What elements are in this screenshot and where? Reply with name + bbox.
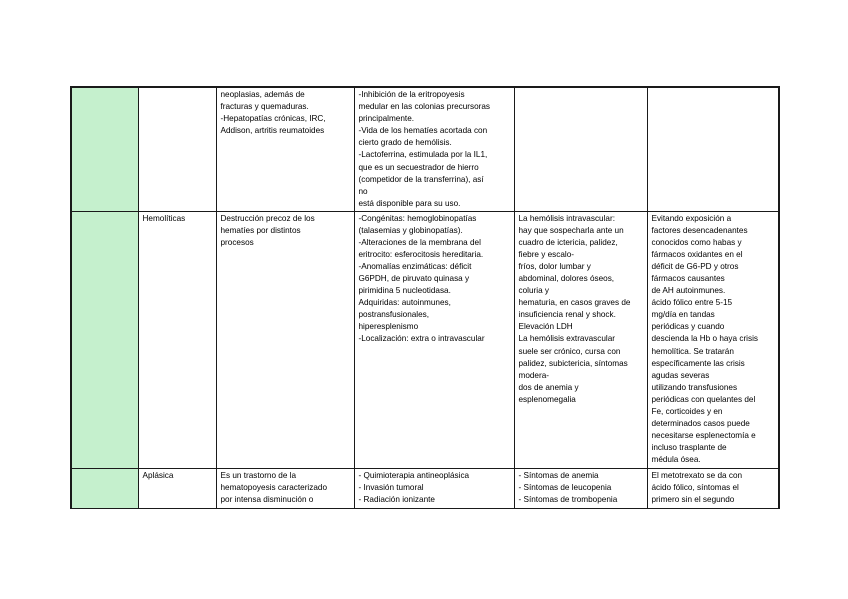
treatment-text-line: necesitarse esplenectomía e xyxy=(651,431,756,441)
treatment-text-line: descienda la Hb o haya crisis xyxy=(651,334,758,344)
causes-text-line: cierto grado de hemólisis. xyxy=(358,138,452,148)
causes-text-line: -Inhibición de la eritropoyesis xyxy=(358,90,465,99)
symptoms-text-line: fiebre y escalo- xyxy=(518,249,575,259)
treatment-text-line: de AH autoinmunes. xyxy=(651,286,726,296)
treatment-text-line: específicamente las crisis xyxy=(651,358,745,368)
causes-text-line: G6PDH, de piruvato quinasa y xyxy=(358,273,470,283)
treatment-text-line: médula ósea. xyxy=(651,455,701,465)
treatment-text-line: Evitando exposición a xyxy=(651,213,732,223)
causes-text-line: está disponible para su uso. xyxy=(358,198,461,208)
symptoms-text-line: hematuria, en casos graves de xyxy=(518,298,631,308)
symptoms-text-line: palidez, subictericia, síntomas xyxy=(518,358,628,368)
causes-text-line: principalmente. xyxy=(358,114,415,124)
causes-text-line: -Vida de los hematíes acortada con xyxy=(358,126,488,136)
symptoms-text-line: La hemólisis extravascular xyxy=(518,334,615,344)
definition-text-line: por intensa disminución o xyxy=(220,494,314,504)
symptoms-text-line: insuficiencia renal y shock. xyxy=(518,310,616,320)
causes-text-line: -Localización: extra o intravascular xyxy=(358,334,485,344)
symptoms-text-line: Elevación LDH xyxy=(518,322,573,332)
causes-text-line: - Radiación ionizante xyxy=(358,494,435,504)
definition-text-line: procesos xyxy=(220,237,254,247)
symptoms-text-line: - Síntomas de trombopenia xyxy=(518,494,618,504)
category-cell xyxy=(138,211,216,468)
causes-cell xyxy=(354,87,514,211)
green-margin-cell xyxy=(71,211,138,468)
symptoms-text-line: modera- xyxy=(518,370,549,380)
treatment-text-line: incluso trasplante de xyxy=(651,443,727,453)
symptoms-text-line: dos de anemia y xyxy=(518,382,579,392)
causes-cell xyxy=(354,211,514,468)
category-label: Hemolíticas xyxy=(142,213,186,223)
causes-text-line: - Invasión tumoral xyxy=(358,482,424,492)
causes-text-line: no xyxy=(358,186,368,196)
treatment-text-line: determinados casos puede xyxy=(651,419,750,429)
definition-text-line: Destrucción precoz de los xyxy=(220,213,315,223)
causes-text-line: -Alteraciones de la membrana del xyxy=(358,237,481,247)
green-margin-cell xyxy=(71,468,138,508)
category-cell xyxy=(138,468,216,508)
causes-text-line: -Congénitas: hemoglobinopatías xyxy=(358,213,477,223)
treatment-text-line: ácido fólico entre 5-15 xyxy=(651,298,733,308)
definition-cell xyxy=(216,87,354,211)
symptoms-text-line: cuadro de ictericia, palidez, xyxy=(518,237,618,247)
treatment-text-line: agudas severas xyxy=(651,370,710,380)
symptoms-cell xyxy=(514,211,647,468)
causes-text-line: (talasemias y globinopatías). xyxy=(358,225,463,235)
treatment-text-line: Fe, corticoides y en xyxy=(651,407,723,416)
category-cell xyxy=(138,87,216,211)
treatment-cell xyxy=(647,468,779,508)
causes-text-line: (competidor de la transferrina), así xyxy=(358,174,484,184)
treatment-text-line: periódicas con quelantes del xyxy=(651,394,756,404)
definition-cell xyxy=(216,211,354,468)
definition-text-line: fracturas y quemaduras. xyxy=(220,102,309,112)
causes-text-line: -Anomalías enzimáticas: déficit xyxy=(358,261,472,271)
symptoms-text-line: - Síntomas de anemia xyxy=(518,470,599,480)
causes-text-line: que es un secuestrador de hierro xyxy=(358,162,479,172)
treatment-text-line: conocidos como habas y xyxy=(651,237,742,247)
causes-text-line: Adquiridas: autoinmunes, xyxy=(358,298,451,308)
causes-text-line: postransfusionales, xyxy=(358,310,430,320)
treatment-text-line: primero sin el segundo xyxy=(651,494,735,504)
table-body xyxy=(71,87,779,508)
treatment-text-line: utilizando transfusiones xyxy=(651,382,738,392)
causes-cell xyxy=(354,468,514,508)
treatment-text-line: déficit de G6-PD y otros xyxy=(651,261,739,271)
treatment-cell xyxy=(647,87,779,211)
causes-text-line: pirimidina 5 nucleotidasa. xyxy=(358,286,451,296)
definition-cell xyxy=(216,468,354,508)
symptoms-text-line: abdominal, dolores óseos, xyxy=(518,273,615,283)
category-label: Aplásica xyxy=(142,470,174,480)
definition-text-line: hematíes por distintos xyxy=(220,225,301,235)
symptoms-text-line: esplenomegalia xyxy=(518,394,576,404)
causes-text-line: - Quimioterapia antineoplásica xyxy=(358,470,470,480)
definition-text-line: hematopoyesis caracterizado xyxy=(220,482,327,492)
treatment-cell xyxy=(647,211,779,468)
anemia-table xyxy=(70,86,780,509)
treatment-text-line: hemolítica. Se tratarán xyxy=(651,346,734,356)
definition-text-line: Addison, artritis reumatoides xyxy=(220,126,325,136)
treatment-text-line: periódicas y cuando xyxy=(651,322,725,332)
symptoms-text-line: coluria y xyxy=(518,286,549,296)
causes-text-line: -Lactoferrina, estimulada por la IL1, xyxy=(358,150,488,160)
symptoms-cell xyxy=(514,87,647,211)
treatment-text-line: ácido fólico, síntomas el xyxy=(651,482,739,492)
table-row xyxy=(71,87,779,211)
treatment-text-line: fármacos causantes xyxy=(651,273,725,283)
treatment-text-line: mg/día en tandas xyxy=(651,310,715,320)
symptoms-text-line: suele ser crónico, cursa con xyxy=(518,346,621,356)
treatment-text-line: El metotrexato se da con xyxy=(651,470,743,480)
green-margin-cell xyxy=(71,87,138,211)
definition-text-line: neoplasias, además de xyxy=(220,90,305,99)
causes-text-line: eritrocito: esferocitosis hereditaria. xyxy=(358,249,484,259)
symptoms-text-line: hay que sospecharla ante un xyxy=(518,225,624,235)
definition-text-line: -Hepatopatías crónicas, IRC, xyxy=(220,114,326,124)
symptoms-text-line: - Síntomas de leucopenia xyxy=(518,482,612,492)
table-row xyxy=(71,468,779,508)
treatment-text-line: factores desencadenantes xyxy=(651,225,748,235)
causes-text-line: hiperesplenismo xyxy=(358,322,419,332)
treatment-text-line: fármacos oxidantes en el xyxy=(651,249,743,259)
definition-text-line: Es un trastorno de la xyxy=(220,470,297,480)
symptoms-text-line: fríos, dolor lumbar y xyxy=(518,261,591,271)
table-row xyxy=(71,211,779,468)
symptoms-text-line: La hemólisis intravascular: xyxy=(518,213,615,223)
causes-text-line: medular en las colonias precursoras xyxy=(358,102,491,112)
symptoms-cell xyxy=(514,468,647,508)
